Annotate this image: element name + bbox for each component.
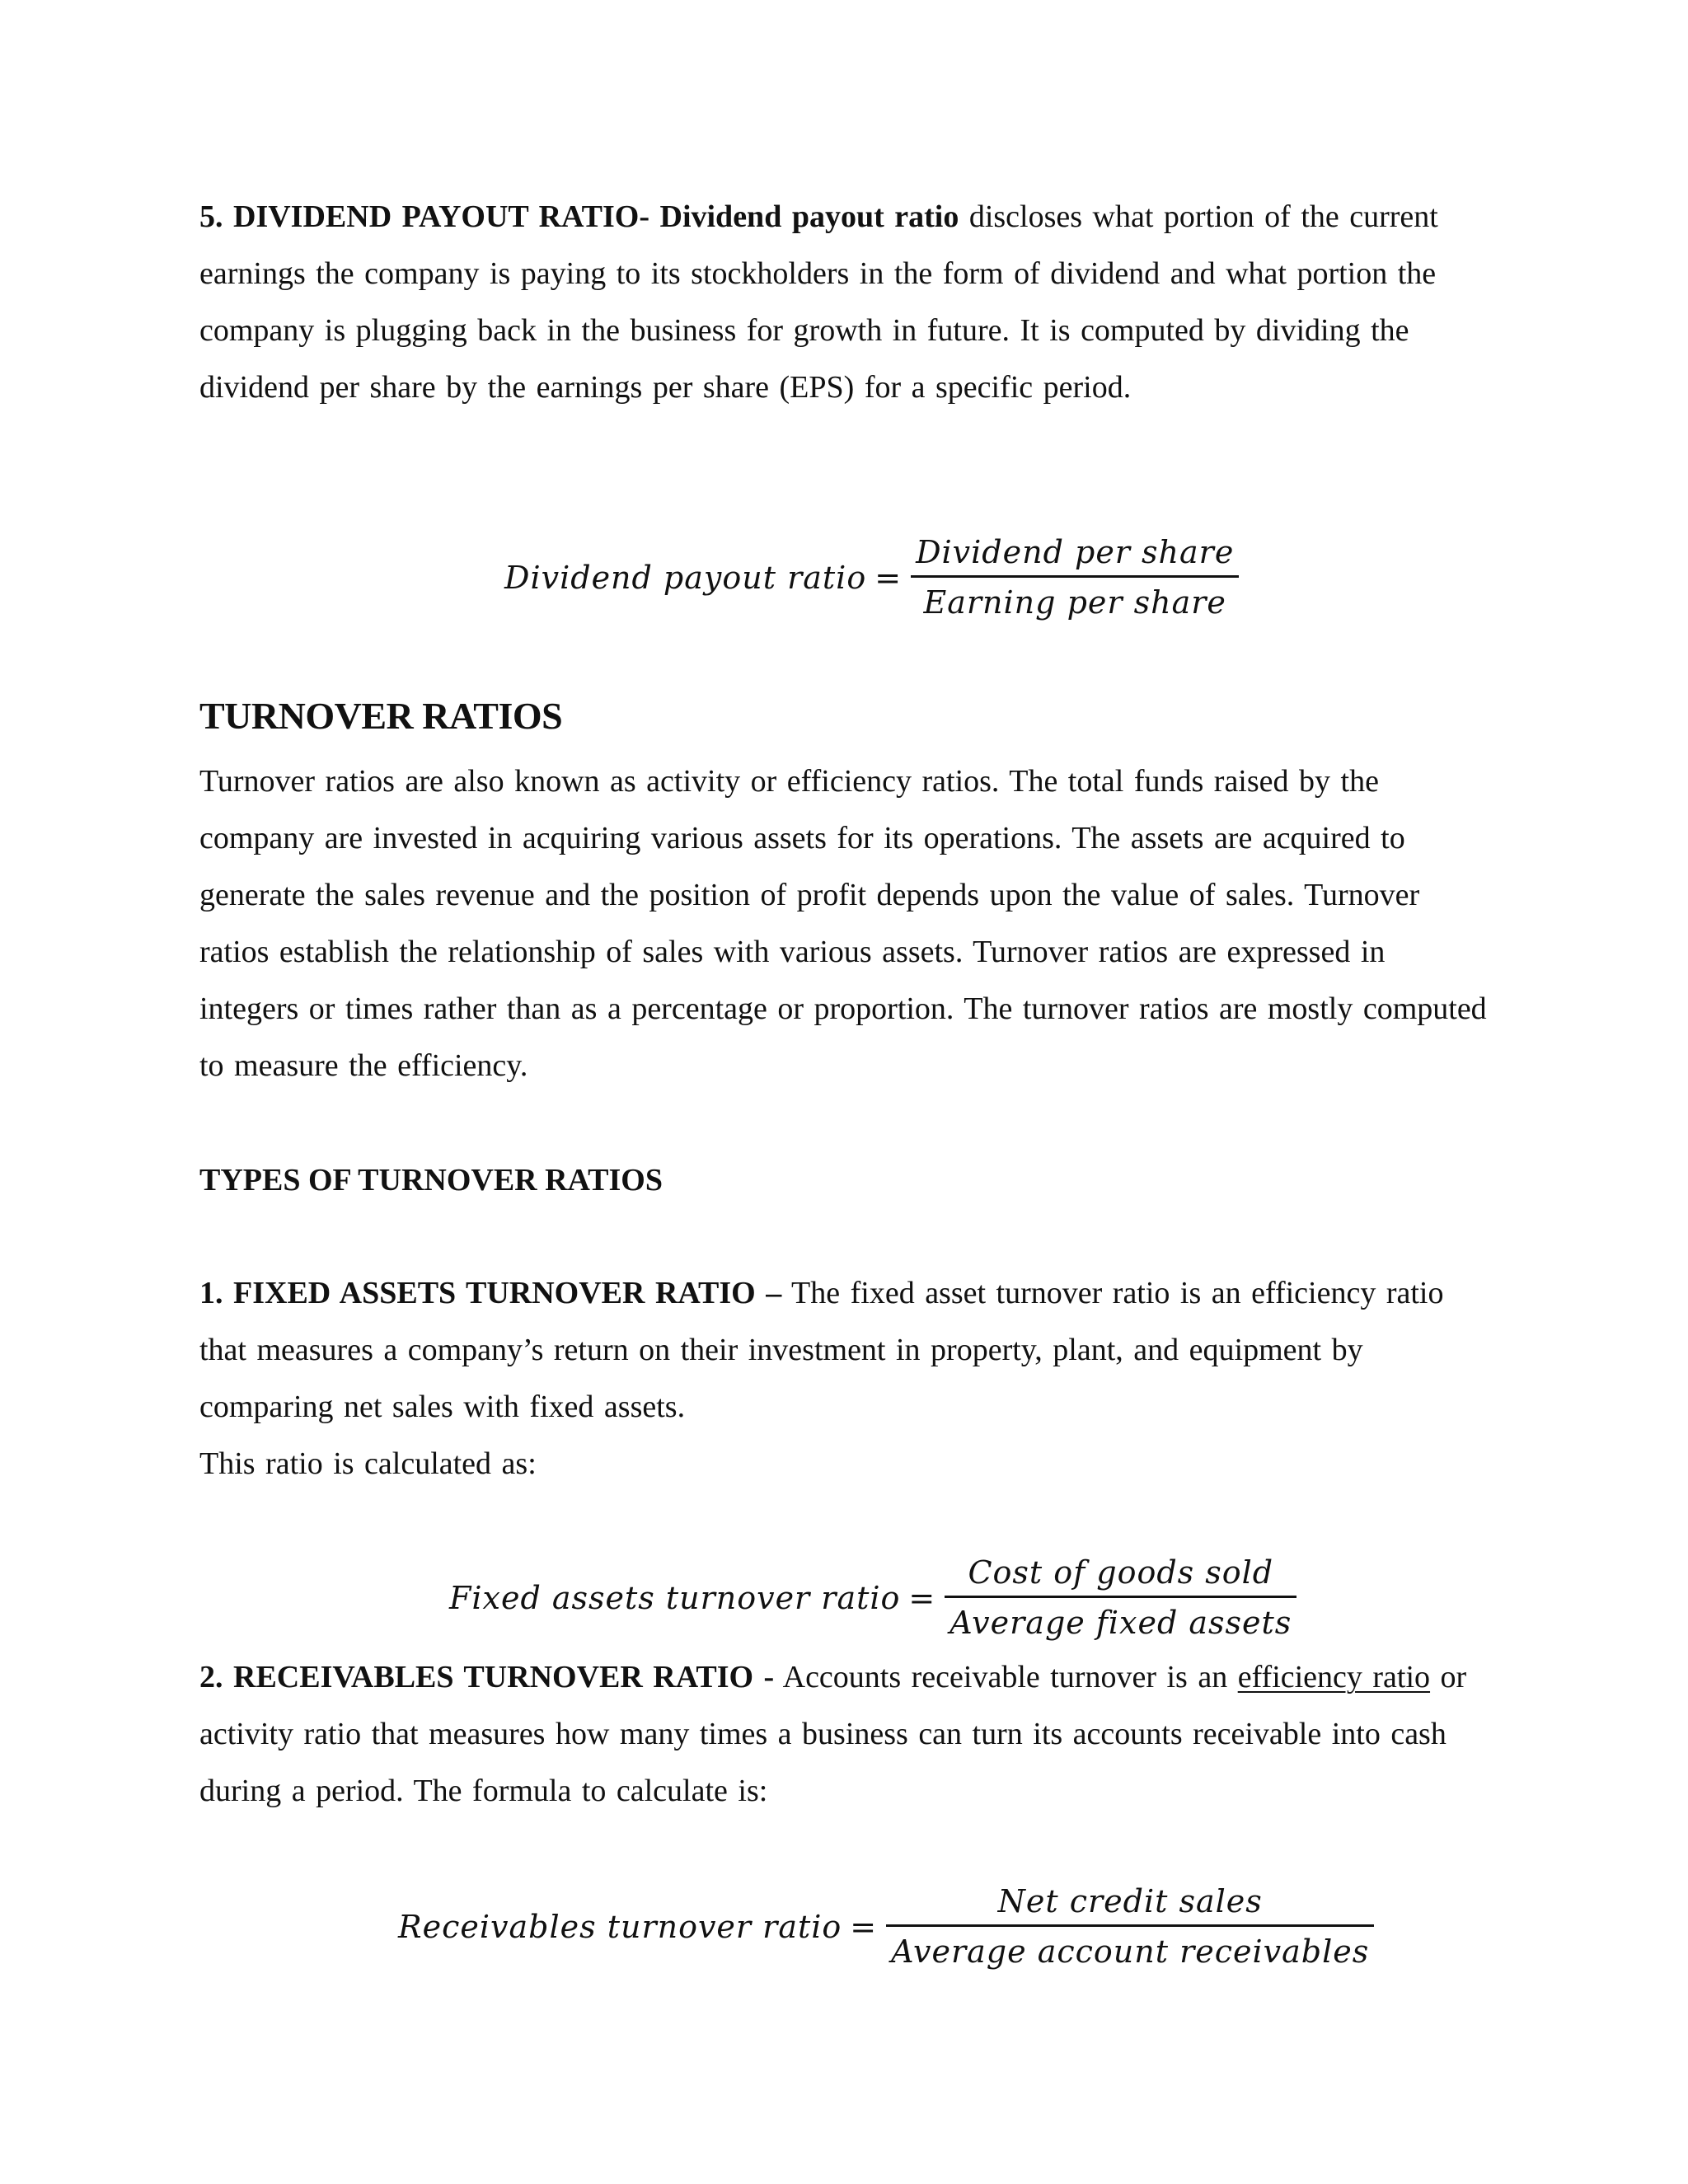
turnover-paragraph: Turnover ratios are also known as activity or efficiency ratios. The total funds raised by the company are invested in acquiring various assets for its operations. The assets are acquired to generate the sales revenue and the position of profit depends upon the value of sales. Turnover ratios establish the relationship of sales with various assets. Turnover ratios are expressed in integers or times rather than as a percentage or proportion. The turnover ratios are mostly computed to measure the efficiency. [199, 764, 1487, 1083]
equals-sign: = [908, 1579, 935, 1616]
fixed-assets-formula [449, 1554, 1296, 1641]
formula-lhs: Dividend payout ratio [504, 559, 867, 596]
receivables-turnover-formula [398, 1883, 1374, 1970]
denominator: Average fixed assets [950, 1605, 1292, 1641]
fraction-bar [911, 575, 1239, 578]
dividend-payout-formula [504, 534, 1239, 621]
fraction [886, 1883, 1374, 1970]
types-heading: TYPES OF TURNOVER RATIOS [199, 1163, 663, 1197]
fixed-assets-paragraph [199, 1265, 1493, 1436]
dividend-body: discloses what portion of the current earnings the company is paying to its stockholders in the form of dividend and what portion the company is plugging back in the business for growth in future. It is computed by dividing the dividend per share by the earnings per share (EPS) for a specific period. [199, 199, 1438, 405]
receivables-paragraph [199, 1649, 1493, 1820]
receivables-heading: 2. RECEIVABLES TURNOVER RATIO - [199, 1660, 775, 1694]
numerator: Dividend per share [916, 534, 1235, 570]
fraction [945, 1554, 1296, 1641]
dividend-heading: 5. DIVIDEND PAYOUT RATIO- [199, 199, 649, 234]
dividend-paragraph [199, 189, 1493, 416]
fraction [911, 534, 1239, 621]
equals-sign: = [850, 1908, 877, 1945]
denominator: Average account receivables [891, 1933, 1370, 1970]
dividend-term: Dividend payout ratio [659, 199, 959, 234]
equals-sign: = [874, 559, 902, 596]
denominator: Earning per share [923, 584, 1226, 621]
turnover-ratios-heading: TURNOVER RATIOS [199, 695, 563, 737]
efficiency-ratio-link[interactable]: efficiency ratio [1237, 1660, 1431, 1694]
fraction-bar [945, 1596, 1296, 1598]
receivables-body-before: Accounts receivable turnover is an [782, 1660, 1228, 1694]
formula-lhs: Fixed assets turnover ratio [449, 1579, 901, 1616]
fixed-assets-body: The fixed asset turnover ratio is an efficiency ratio that measures a company’s return on their investment in property, plant, and equipment by comparing net sales with fixed assets. [199, 1276, 1444, 1424]
numerator: Cost of goods sold [968, 1554, 1274, 1591]
fixed-assets-heading: 1. FIXED ASSETS TURNOVER RATIO – [199, 1276, 782, 1310]
numerator: Net credit sales [997, 1883, 1263, 1919]
calc-line: This ratio is calculated as: [199, 1446, 537, 1481]
receivables-body-after: or activity ratio that measures how many times a business can turn its accounts receivable into cash during a period. The formula to calculate is: [199, 1660, 1467, 1808]
formula-lhs: Receivables turnover ratio [398, 1908, 842, 1945]
fraction-bar [886, 1924, 1374, 1927]
